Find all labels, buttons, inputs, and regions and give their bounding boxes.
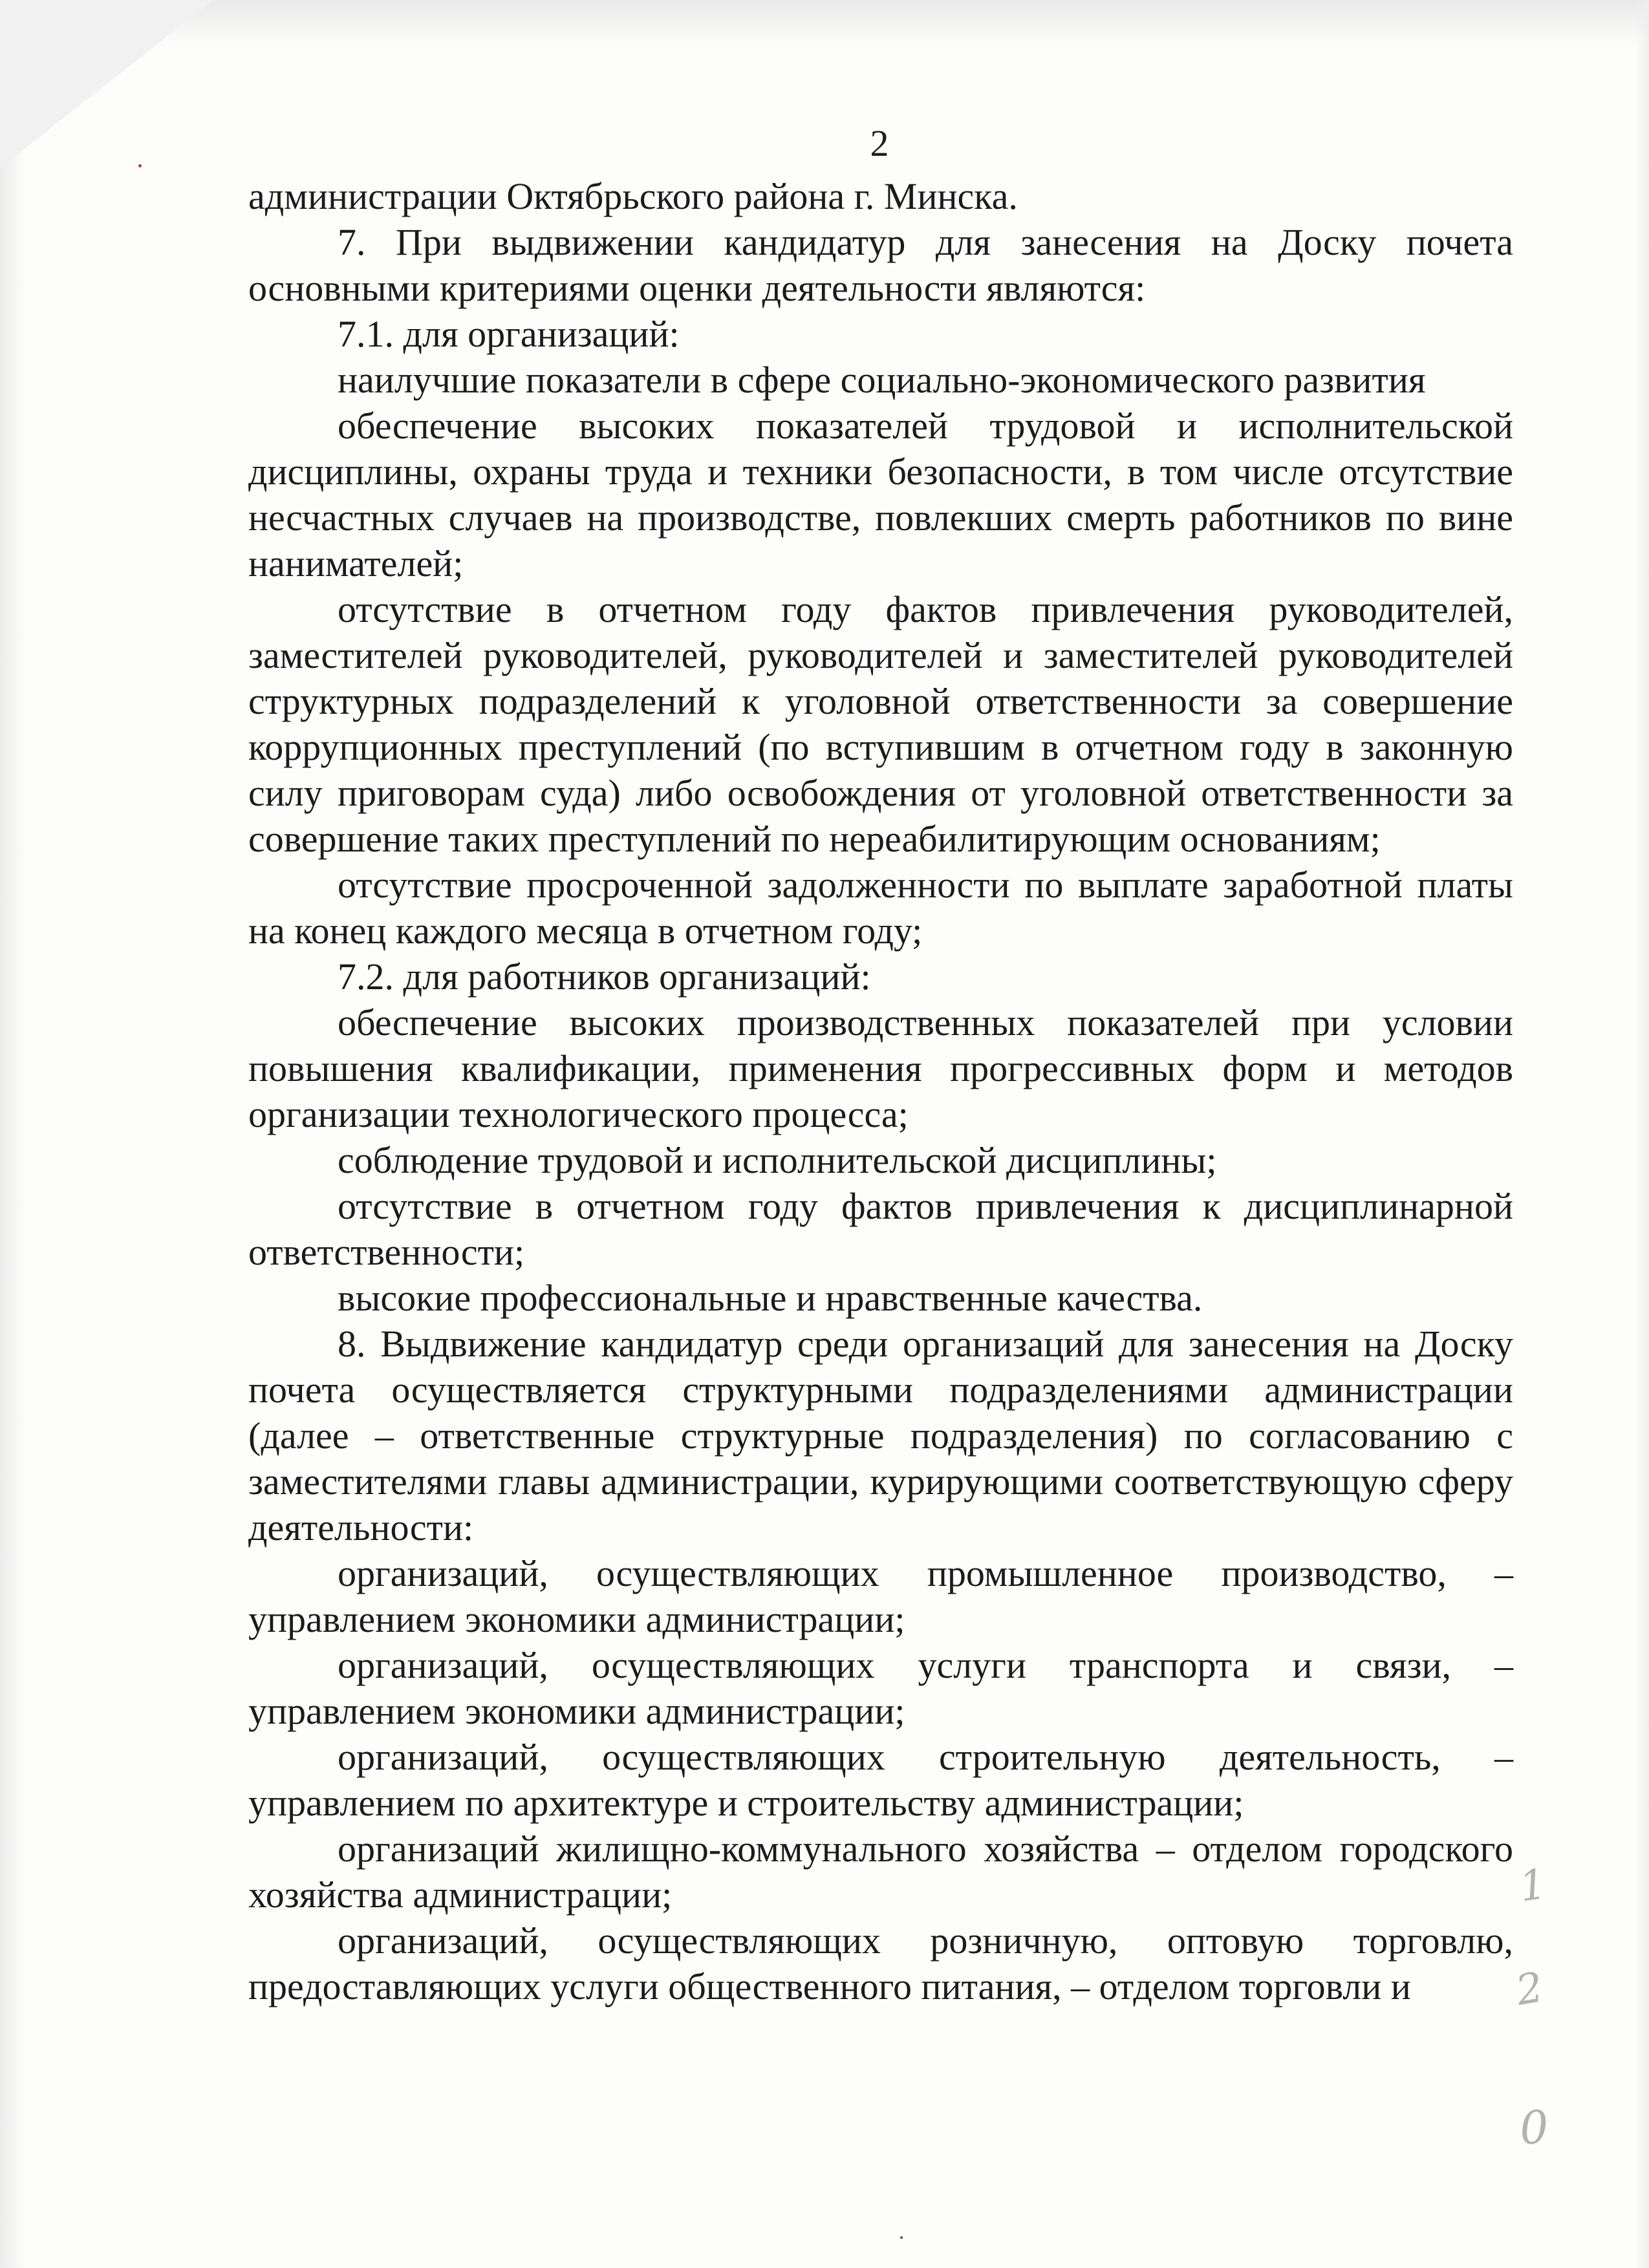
- handwritten-margin-mark: 2: [1512, 1963, 1547, 2015]
- paragraph: 7.1. для организаций:: [338, 313, 680, 355]
- paragraph: соблюдение трудовой и исполнительской дисциплины;: [338, 1139, 1217, 1181]
- paragraph: обеспечение высоких показателей трудовой и исполнительской дисциплины, охраны труда и техники безопасности, в том числе отсутствие несчастных случаев на производстве, повлекших смерть работников по вине нанимателей;: [248, 405, 1513, 584]
- document-body: [248, 173, 1513, 2009]
- scan-shadow-left: [0, 0, 26, 2268]
- paragraph: обеспечение высоких производственных показателей при условии повышения квалификации, применения прогрессивных форм и методов организации технологического процесса;: [248, 1001, 1513, 1135]
- paragraph: организаций, осуществляющих промышленное производство, – управлением экономики администрации;: [248, 1552, 1513, 1640]
- paragraph: отсутствие просроченной задолженности по выплате заработной платы на конец каждого месяца в отчетном году;: [248, 864, 1513, 952]
- page-number: 2: [870, 122, 889, 164]
- paragraph: 7.2. для работников организаций:: [338, 956, 871, 998]
- paragraph: организаций, осуществляющих строительную деятельность, – управлением по архитектуре и строительству администрации;: [248, 1736, 1513, 1824]
- paragraph: 7. При выдвижении кандидатур для занесения на Доску почета основными критериями оценки деятельности являются:: [248, 221, 1513, 309]
- paragraph: администрации Октябрьского района г. Минска.: [248, 175, 1018, 217]
- paragraph: организаций, осуществляющих услуги транспорта и связи, – управлением экономики администрации;: [248, 1644, 1513, 1732]
- paragraph: 8. Выдвижение кандидатур среди организаций для занесения на Доску почета осуществляется структурными подразделениями администрации (далее – ответственные структурные подразделения) по согласованию с заместителями главы администрации, курирующими соответствующую сферу деятельности:: [248, 1323, 1513, 1548]
- paragraph: отсутствие в отчетном году фактов привлечения к дисциплинарной ответственности;: [248, 1185, 1513, 1273]
- paragraph: наилучшие показатели в сфере социально-экономического развития: [338, 359, 1426, 401]
- handwritten-margin-mark: 0: [1518, 2100, 1551, 2156]
- paragraph: высокие профессиональные и нравственные качества.: [338, 1277, 1203, 1319]
- paragraph: организаций, осуществляющих розничную, оптовую торговлю, предоставляющих услуги общественного питания, – отделом торговли и: [248, 1920, 1513, 2007]
- paragraph: организаций жилищно-коммунального хозяйства – отделом городского хозяйства администрации;: [248, 1828, 1513, 1916]
- scan-shadow-top: [0, 0, 1649, 45]
- paragraph: отсутствие в отчетном году фактов привлечения руководителей, заместителей руководителей, руководителей и заместителей руководителей структурных подразделений к уголовной ответственности за совершение коррупционных преступлений (по вступившим в отчетном году в законную силу приговорам суда) либо освобождения от уголовной ответственности за совершение таких преступлений по нереабилитирующим основаниям;: [248, 588, 1513, 860]
- scan-shadow-right: [1635, 0, 1649, 2268]
- handwritten-margin-mark: 1: [1516, 1860, 1549, 1912]
- scan-speck: [900, 2236, 903, 2239]
